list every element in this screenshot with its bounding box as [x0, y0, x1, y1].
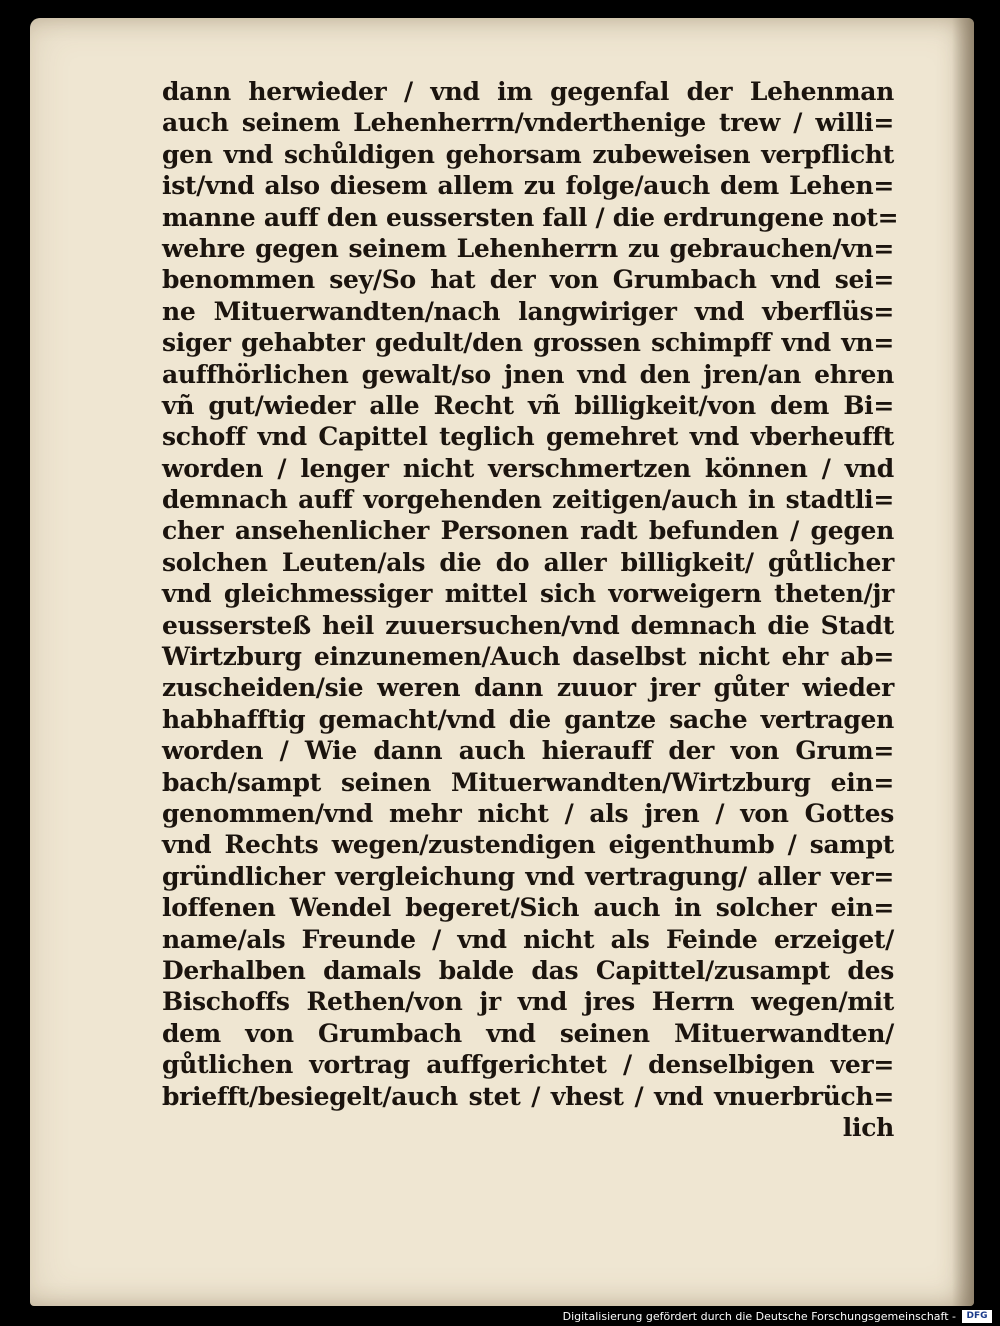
text-line: Derhalben damals balde das Capittel/zusampt des	[162, 955, 894, 985]
text-line: dem von Grumbach vnd seinen Mituerwandten/	[162, 1018, 894, 1048]
text-line: loffenen Wendel begeret/Sich auch in solcher ein=	[162, 893, 894, 923]
text-line: vnd gleichmessiger mittel sich vorweigern theten/jr	[162, 579, 894, 609]
footer-bar	[0, 1306, 1000, 1326]
page-edge-shadow	[952, 18, 974, 1306]
text-line: siger gehabter gedult/den grossen schimpff vnd vn=	[162, 328, 894, 358]
text-line: ist/vnd also diesem allem zu folge/auch dem Lehen=	[162, 171, 894, 201]
text-line: dann herwieder / vnd im gegenfal der Lehenman	[162, 77, 894, 106]
text-line: bach/sampt seinen Mituerwandten/Wirtzburg ein=	[162, 767, 894, 797]
text-line: gründlicher vergleichung vnd vertragung/ aller ver=	[162, 861, 894, 891]
text-line: worden / Wie dann auch hierauff der von Grum=	[162, 736, 894, 766]
text-line: demnach auff vorgehenden zeitigen/auch in stadtli=	[162, 485, 894, 515]
funding-credit: Digitalisierung gefördert durch die Deutsche Forschungsgemeinschaft -	[562, 1310, 956, 1323]
text-line: name/als Freunde / vnd nicht als Feinde erzeiget/	[162, 924, 894, 954]
book-page	[30, 18, 974, 1306]
text-line: cher ansehenlicher Personen radt befunden / gegen	[162, 516, 894, 546]
text-line: vñ gut/wieder alle Recht vñ billigkeit/von dem Bi=	[162, 390, 894, 420]
text-line: vnd Rechts wegen/zustendigen eigenthumb / sampt	[162, 830, 894, 860]
text-line: eussersteß heil zuuersuchen/vnd demnach die Stadt	[162, 610, 894, 640]
text-line: auffhörlichen gewalt/so jnen vnd den jren/an ehren	[162, 359, 894, 389]
text-line: gen vnd schůldigen gehorsam zubeweisen verpflicht	[162, 139, 894, 169]
catchword: lich	[842, 1112, 894, 1142]
text-line: genommen/vnd mehr nicht / als jren / von Gottes	[162, 798, 894, 828]
text-line: habhafftig gemacht/vnd die gantze sache vertragen	[162, 704, 894, 734]
text-line: Wirtzburg einzunemen/Auch daselbst nicht ehr ab=	[162, 642, 894, 672]
page-text-block	[162, 76, 899, 1143]
text-line: Bischoffs Rethen/von jr vnd jres Herrn wegen/mit	[162, 987, 894, 1017]
text-line: benommen sey/So hat der von Grumbach vnd sei=	[162, 265, 894, 295]
dfg-logo-icon: DFG	[962, 1310, 992, 1323]
text-line: gůtlichen vortrag auffgerichtet / denselbigen ver=	[162, 1050, 894, 1080]
text-line: solchen Leuten/als die do aller billigkeit/ gůtlicher	[162, 547, 894, 577]
text-line: briefft/besiegelt/auch stet / vhest / vnd vnuerbrüch=	[162, 1081, 894, 1111]
text-line: wehre gegen seinem Lehenherrn zu gebrauchen/vn=	[162, 233, 894, 263]
text-line: zuscheiden/sie weren dann zuuor jrer gůter wieder	[162, 673, 894, 703]
text-line: manne auff den eussersten fall / die erdrungene not=	[162, 202, 899, 232]
text-line: ne Mituerwandten/nach langwiriger vnd vberflüs=	[162, 296, 894, 326]
text-line: auch seinem Lehenherrn/vnderthenige trew / willi=	[162, 108, 894, 138]
text-line: schoff vnd Capittel teglich gemehret vnd vberheufft	[162, 422, 894, 452]
text-line: worden / lenger nicht verschmertzen können / vnd	[162, 453, 894, 483]
